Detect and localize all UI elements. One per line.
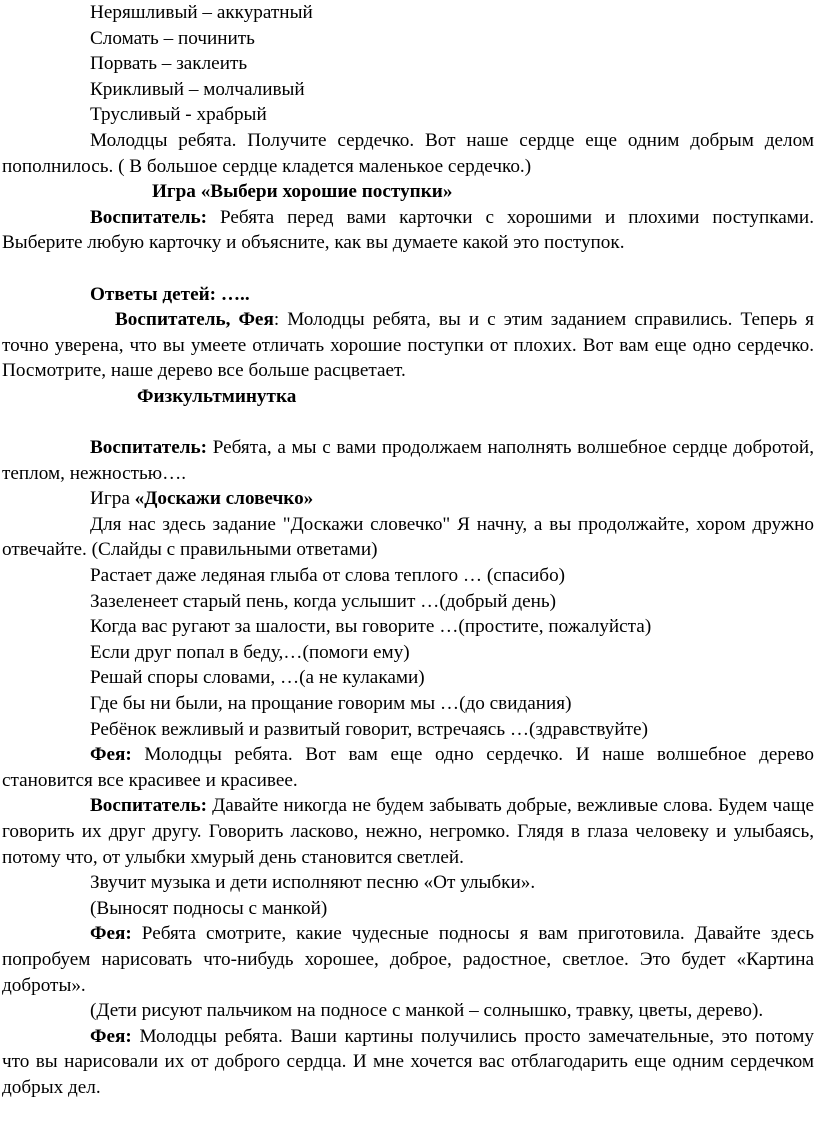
antonym-pair-2: Сломать – починить — [90, 27, 255, 49]
paragraph-teacher-kindness — [2, 435, 814, 486]
speaker-label: Фея: — [90, 744, 132, 766]
riddle-line-7: Ребёнок вежливый и развитый говорит, встречаясь …(здравствуйте) — [90, 718, 648, 740]
paragraph-text: Давайте никогда не будем забывать добрые, вежливые слова. Будем чаще говорить их друг другу. Говорить ласково, нежно, негромко. Глядя в глаза человеку и улыбаясь, потому что, от улыбки хмурый день становится светлей. — [2, 795, 814, 868]
paragraph-fairy-tree — [2, 742, 814, 793]
section-title-fizminutka: Физкультминутка — [137, 385, 297, 407]
paragraph-teacher-fairy — [2, 307, 814, 384]
riddle-line-6: Где бы ни были, на прощание говорим мы …(до свидания) — [90, 693, 572, 715]
paragraph-text: Молодцы ребята. Вот вам еще одно сердечко. И наше волшебное дерево становится все красивее и красивее. — [2, 744, 814, 791]
blank-line — [2, 410, 814, 436]
speaker-label: Воспитатель: — [90, 206, 208, 228]
riddle-line-2: Зазеленеет старый пень, когда услышит …(добрый день) — [90, 590, 557, 612]
antonym-pair-5: Трусливый - храбрый — [90, 104, 267, 126]
paragraph-teacher-cards — [2, 205, 814, 256]
paragraph-task-intro: Для нас здесь задание "Доскажи словечко" Я начну, а вы продолжайте, хором дружно отвечайте. (Слайды с правильными ответами) — [2, 513, 814, 561]
speaker-label: Воспитатель: — [90, 437, 208, 459]
antonym-pair-1: Неряшливый – аккуратный — [90, 2, 313, 23]
paragraph-text: Ребята смотрите, какие чудесные подносы я вам приготовила. Давайте здесь попробуем нарисовать что-нибудь хорошее, доброе, радостное, светлое. Это будет «Картина доброты». — [2, 923, 814, 996]
riddle-line-3: Когда вас ругают за шалости, вы говорите …(простите, пожалуйста) — [90, 616, 652, 638]
riddle-line-1: Растает даже ледяная глыба от слова теплого … (спасибо) — [90, 565, 566, 587]
paragraph-text: : Молодцы ребята, вы и с этим заданием справились. Теперь я точно уверена, что вы умеете отличать хорошие поступки от плохих. Вот вам еще одно сердечко. Посмотрите, наше дерево все больше расцветает. — [2, 309, 814, 382]
game-title-good-deeds: Игра «Выбери хорошие поступки» — [152, 181, 453, 203]
paragraph-text: Ребята перед вами карточки с хорошими и плохими поступками. Выберите любую карточку и объясните, как вы думаете какой это поступок. — [2, 206, 814, 254]
speaker-label: Фея: — [90, 923, 132, 945]
riddle-line-5: Решай споры словами, …(а не кулаками) — [90, 667, 425, 689]
answers-label: Ответы детей: ….. — [90, 283, 250, 305]
antonym-pair-4: Крикливый – молчаливый — [90, 78, 305, 100]
paragraph-teacher-polite-words — [2, 793, 814, 870]
children-answers — [2, 282, 814, 308]
paragraph-fairy-trays — [2, 921, 814, 998]
music-line: Звучит музыка и дети исполняют песню «От улыбки». — [90, 872, 536, 894]
speaker-label: Фея: — [90, 1025, 132, 1047]
speaker-label: Воспитатель, Фея — [115, 309, 274, 331]
riddle-line-4: Если друг попал в беду,…(помоги ему) — [90, 641, 410, 663]
game-name: «Доскажи словечко» — [134, 488, 314, 510]
antonym-pair-3: Порвать – заклеить — [90, 53, 248, 75]
blank-line — [2, 256, 814, 282]
paragraph-fairy-thanks — [2, 1024, 814, 1101]
paragraph-heart-reward: Молодцы ребята. Получите сердечко. Вот наше сердце еще одним добрым делом пополнилось. ( В большое сердце кладется маленькое сердечко.) — [2, 129, 814, 177]
paragraph-text: Ребята, а мы с вами продолжаем наполнять волшебное сердце добротой, теплом, нежностью…. — [2, 437, 814, 484]
game-prefix: Игра — [90, 488, 135, 510]
game-title-finish-word — [2, 486, 814, 512]
speaker-label: Воспитатель: — [90, 795, 208, 817]
paragraph-children-draw: (Дети рисуют пальчиком на подносе с манкой – солнышко, травку, цветы, дерево). — [90, 1000, 764, 1022]
trays-line: (Выносят подносы с манкой) — [90, 897, 328, 919]
paragraph-text: Молодцы ребята. Ваши картины получились просто замечательные, это потому что вы нарисовали их от доброго сердца. И мне хочется вас отблагодарить еще одним сердечком добрых дел. — [2, 1025, 814, 1098]
